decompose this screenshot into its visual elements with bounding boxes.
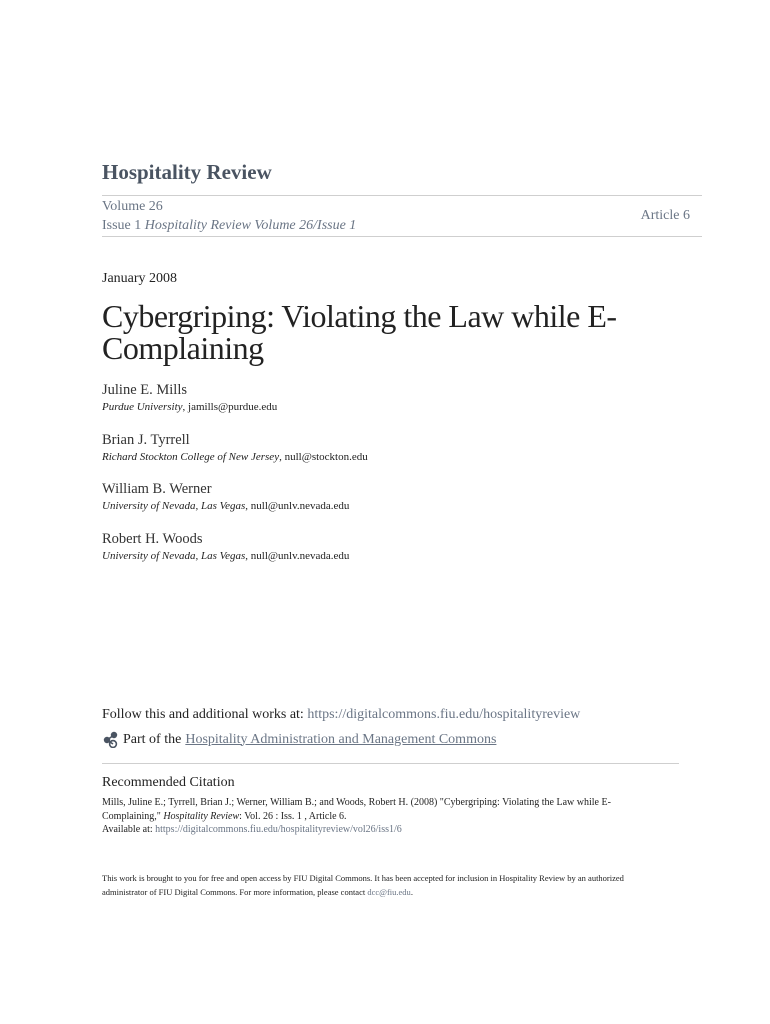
author-name: Robert H. Woods [102,531,203,547]
author-affiliation [102,548,349,564]
available-url-link[interactable]: https://digitalcommons.fiu.edu/hospitalityreview/vol26/iss1/6 [155,824,402,835]
author-block [102,530,349,564]
author-institution: University of Nevada, Las Vegas [102,500,246,512]
author-institution: Richard Stockton College of New Jersey [102,451,280,463]
author-name: William B. Werner [102,481,212,497]
publication-date: January 2008 [102,271,178,286]
author-affiliation [102,449,368,465]
author-affiliation [102,498,349,514]
author-block [102,381,277,415]
header-rule-top [102,195,702,196]
citation-part-1: Mills, Juline E.; Tyrrell, Brian J.; Werner, William B.; and Woods, Robert H. (2008) "Cybergriping: Violating the Law while E-Complaining," [102,797,611,822]
part-of-label: Part of the [123,731,182,747]
author-block [102,431,368,465]
follow-label: Follow this and additional works at: [102,707,308,722]
access-note-end: . [410,887,413,897]
contact-email-link[interactable]: dcc@fiu.edu [367,887,411,897]
follow-line [102,707,580,723]
access-note-text: This work is brought to you for free and open access by FIU Digital Commons. It has been accepted for inclusion in Hospitality Review by an authorized administrator of FIU Digital Commons. For more information, please contact [102,873,624,897]
author-name: Brian J. Tyrrell [102,432,190,448]
citation-part-2: : Vol. 26 : Iss. 1 , Article 6. [239,810,347,822]
citation-journal: Hospitality Review [163,810,240,822]
available-label: Available at: [102,824,156,835]
article-number: Article 6 [640,208,690,223]
author-email[interactable]: , null@unlv.nevada.edu [245,550,350,562]
issue-link[interactable] [102,218,356,234]
citation-text [102,796,662,837]
author-institution: Purdue University [102,401,183,413]
access-note [102,871,662,899]
citation-rule [102,763,679,764]
issue-prefix: Issue 1 [102,218,142,233]
author-email[interactable]: , jamills@purdue.edu [182,401,278,413]
volume-link[interactable]: Volume 26 [102,199,163,214]
issue-title: Hospitality Review Volume 26/Issue 1 [144,218,357,233]
header-rule-bottom [102,236,702,237]
author-email[interactable]: , null@unlv.nevada.edu [245,500,350,512]
author-block [102,480,349,514]
recommended-citation-heading: Recommended Citation [102,775,235,790]
part-of-line [102,731,496,748]
network-icon [102,731,120,748]
follow-url-link[interactable]: https://digitalcommons.fiu.edu/hospitalityreview [307,707,581,722]
commons-link[interactable]: Hospitality Administration and Management Commons [185,731,497,747]
article-title: Cybergriping: Violating the Law while E-Complaining [102,298,617,366]
author-email[interactable]: , null@stockton.edu [279,451,368,463]
author-affiliation [102,399,277,415]
author-name: Juline E. Mills [102,382,187,398]
author-institution: University of Nevada, Las Vegas [102,550,246,562]
journal-title-link[interactable]: Hospitality Review [102,160,272,184]
